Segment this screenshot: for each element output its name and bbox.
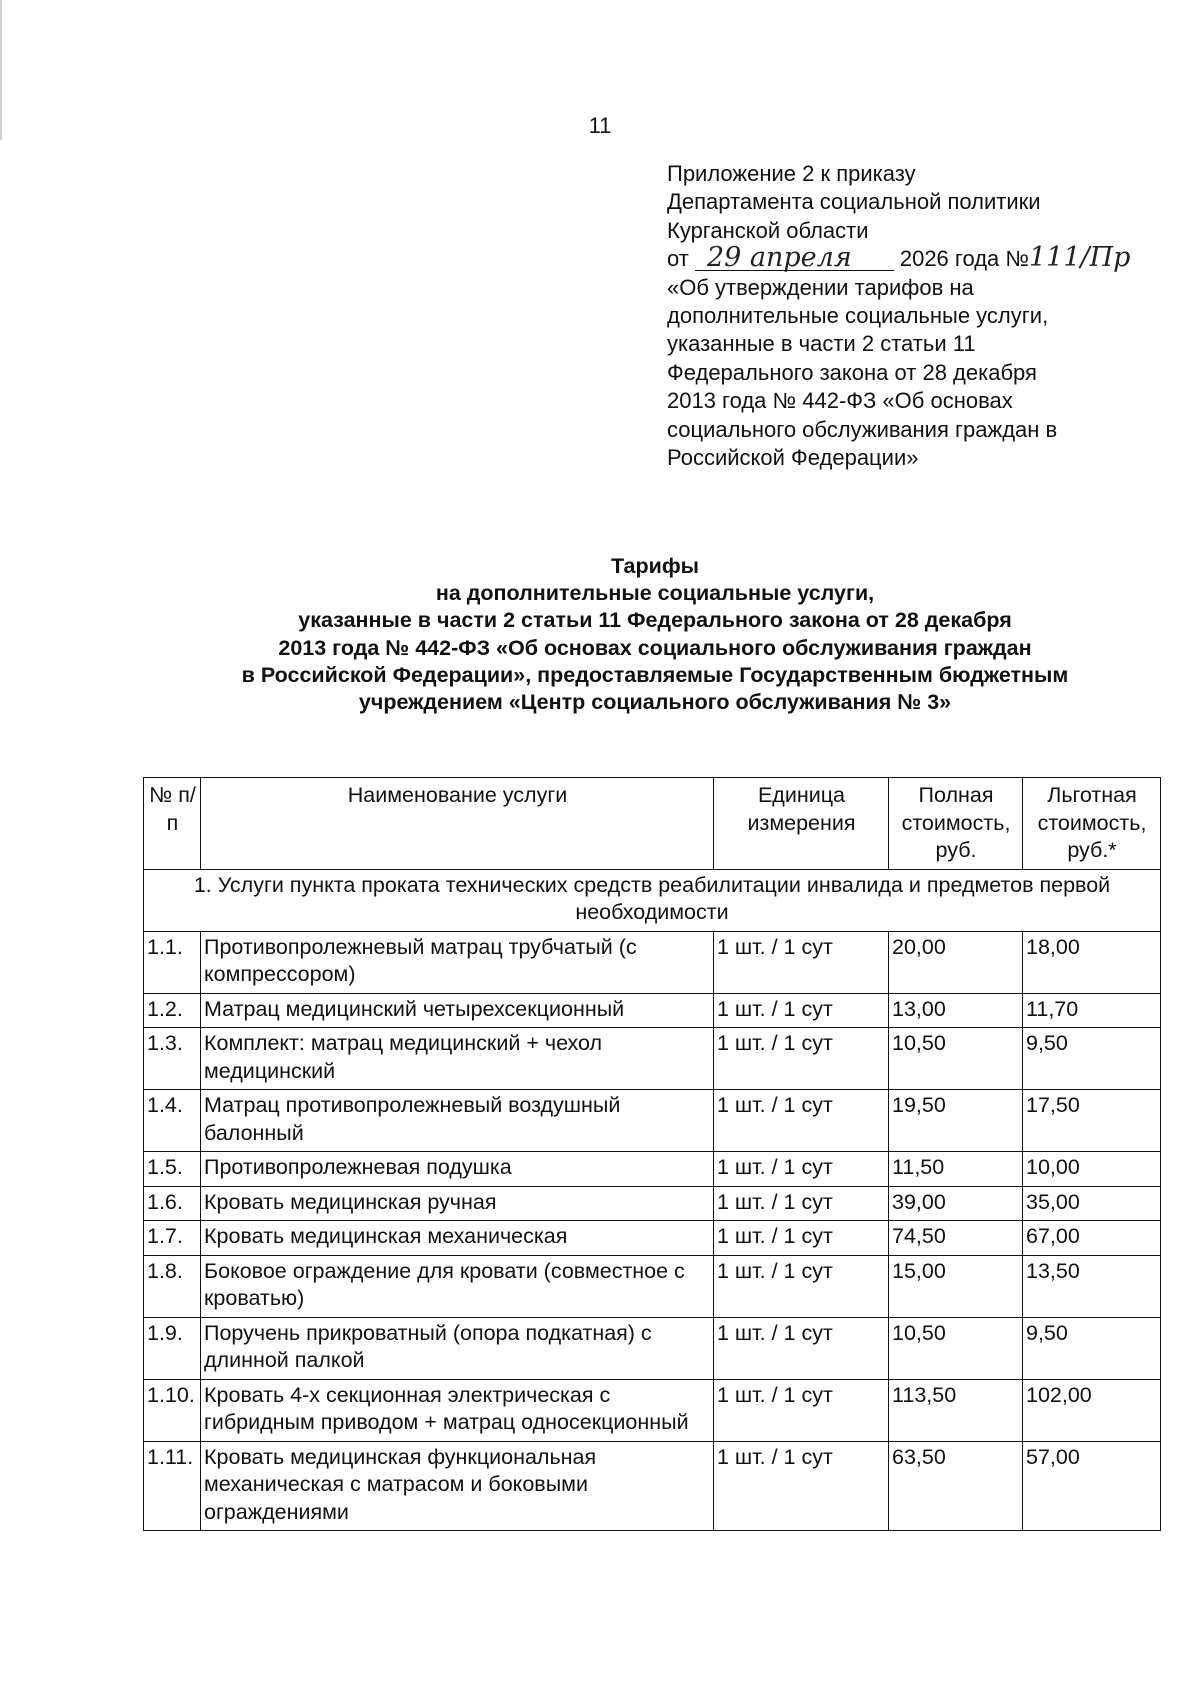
row-discount-cost: 67,00 bbox=[1023, 1221, 1161, 1256]
handwritten-date: 29 апреля bbox=[695, 246, 894, 271]
table-header-row bbox=[144, 778, 1161, 870]
row-service-name: Противопролежневая подушка bbox=[201, 1152, 714, 1187]
appendix-line: Федерального закона от 28 декабря bbox=[667, 359, 1037, 385]
row-unit: 1 шт. / 1 сут bbox=[714, 1379, 889, 1441]
row-service-name: Комплект: матрац медицинский + чехол медицинский bbox=[201, 1028, 714, 1090]
row-full-cost: 10,50 bbox=[889, 1317, 1023, 1379]
row-service-name: Кровать медицинская функциональная механическая с матрасом и боковыми ограждениями bbox=[201, 1441, 714, 1531]
header-unit: Единица измерения bbox=[714, 778, 889, 870]
row-unit: 1 шт. / 1 сут bbox=[714, 1152, 889, 1187]
document-title bbox=[140, 553, 1170, 716]
table-row bbox=[144, 1441, 1161, 1531]
row-unit: 1 шт. / 1 сут bbox=[714, 1317, 889, 1379]
row-service-name: Поручень прикроватный (опора подкатная) с длинной палкой bbox=[201, 1317, 714, 1379]
tariffs-table bbox=[143, 777, 1161, 1531]
row-discount-cost: 17,50 bbox=[1023, 1090, 1161, 1152]
header-discount-cost: Льготная стоимость, руб.* bbox=[1023, 778, 1161, 870]
table-row bbox=[144, 1152, 1161, 1187]
row-discount-cost: 35,00 bbox=[1023, 1186, 1161, 1221]
row-unit: 1 шт. / 1 сут bbox=[714, 1028, 889, 1090]
appendix-line: 2013 года № 442-ФЗ «Об основах bbox=[667, 388, 1013, 414]
row-number: 1.2. bbox=[144, 993, 201, 1028]
table-row bbox=[144, 1221, 1161, 1256]
page-number: 11 bbox=[588, 113, 612, 138]
row-full-cost: 10,50 bbox=[889, 1028, 1023, 1090]
row-number: 1.8. bbox=[144, 1255, 201, 1317]
appendix-line: «Об утверждении тарифов на bbox=[667, 274, 974, 300]
row-service-name: Матрац медицинский четырехсекционный bbox=[201, 993, 714, 1028]
row-number: 1.4. bbox=[144, 1090, 201, 1152]
row-number: 1.11. bbox=[144, 1441, 201, 1531]
row-full-cost: 74,50 bbox=[889, 1221, 1023, 1256]
handwritten-order-number: 111/Пр bbox=[1028, 242, 1131, 274]
row-full-cost: 113,50 bbox=[889, 1379, 1023, 1441]
header-number: № п/п bbox=[144, 778, 201, 870]
title-line: указанные в части 2 статьи 11 Федерального закона от 28 декабря bbox=[298, 608, 1012, 633]
row-discount-cost: 10,00 bbox=[1023, 1152, 1161, 1187]
row-full-cost: 19,50 bbox=[889, 1090, 1023, 1152]
row-number: 1.6. bbox=[144, 1186, 201, 1221]
table-row bbox=[144, 993, 1161, 1028]
table-row bbox=[144, 1379, 1161, 1441]
row-unit: 1 шт. / 1 сут bbox=[714, 931, 889, 993]
row-unit: 1 шт. / 1 сут bbox=[714, 1186, 889, 1221]
title-line: в Российской Федерации», предоставляемые Государственным бюджетным bbox=[241, 662, 1069, 687]
row-service-name: Кровать медицинская ручная bbox=[201, 1186, 714, 1221]
title-line: учреждением «Центр социального обслуживания № 3» bbox=[358, 690, 952, 715]
appendix-line: Департамента социальной политики bbox=[667, 189, 1041, 215]
header-service-name: Наименование услуги bbox=[201, 778, 714, 870]
title-line: на дополнительные социальные услуги, bbox=[435, 581, 875, 606]
row-service-name: Кровать 4-х секционная электрическая с гибридным приводом + матрац односекционный bbox=[201, 1379, 714, 1441]
section-title: 1. Услуги пункта проката технических средств реабилитации инвалида и предметов первой необходимости bbox=[144, 869, 1161, 931]
section-row bbox=[144, 869, 1161, 931]
row-full-cost: 15,00 bbox=[889, 1255, 1023, 1317]
row-unit: 1 шт. / 1 сут bbox=[714, 993, 889, 1028]
row-unit: 1 шт. / 1 сут bbox=[714, 1090, 889, 1152]
row-service-name: Боковое ограждение для кровати (совместное с кроватью) bbox=[201, 1255, 714, 1317]
header-full-cost: Полная стоимость, руб. bbox=[889, 778, 1023, 870]
table-row bbox=[144, 1090, 1161, 1152]
appendix-line: Приложение 2 к приказу bbox=[667, 161, 916, 186]
row-full-cost: 13,00 bbox=[889, 993, 1023, 1028]
appendix-line: Российской Федерации» bbox=[667, 445, 919, 471]
row-discount-cost: 102,00 bbox=[1023, 1379, 1161, 1441]
row-full-cost: 63,50 bbox=[889, 1441, 1023, 1531]
date-prefix: от bbox=[667, 246, 689, 272]
table-row bbox=[144, 1186, 1161, 1221]
row-unit: 1 шт. / 1 сут bbox=[714, 1221, 889, 1256]
year-text: 2026 года № bbox=[899, 246, 1029, 272]
row-discount-cost: 9,50 bbox=[1023, 1317, 1161, 1379]
appendix-line: Курганской области bbox=[667, 217, 869, 243]
row-discount-cost: 13,50 bbox=[1023, 1255, 1161, 1317]
row-unit: 1 шт. / 1 сут bbox=[714, 1255, 889, 1317]
table-row bbox=[144, 931, 1161, 993]
row-full-cost: 11,50 bbox=[889, 1152, 1023, 1187]
row-service-name: Противопролежневый матрац трубчатый (с компрессором) bbox=[201, 931, 714, 993]
table-row bbox=[144, 1255, 1161, 1317]
table-row bbox=[144, 1028, 1161, 1090]
row-full-cost: 20,00 bbox=[889, 931, 1023, 993]
row-full-cost: 39,00 bbox=[889, 1186, 1023, 1221]
row-number: 1.5. bbox=[144, 1152, 201, 1187]
row-number: 1.7. bbox=[144, 1221, 201, 1256]
row-unit: 1 шт. / 1 сут bbox=[714, 1441, 889, 1531]
appendix-line: дополнительные социальные услуги, bbox=[667, 303, 1049, 329]
appendix-header bbox=[667, 160, 1187, 472]
row-number: 1.9. bbox=[144, 1317, 201, 1379]
row-service-name: Матрац противопролежневый воздушный балонный bbox=[201, 1090, 714, 1152]
row-discount-cost: 11,70 bbox=[1023, 993, 1161, 1028]
table-row bbox=[144, 1317, 1161, 1379]
title-line: Тарифы bbox=[610, 554, 700, 578]
row-number: 1.1. bbox=[144, 931, 201, 993]
appendix-line: социального обслуживания граждан в bbox=[667, 416, 1058, 442]
appendix-line: указанные в части 2 статьи 11 bbox=[667, 331, 976, 357]
row-number: 1.3. bbox=[144, 1028, 201, 1090]
row-service-name: Кровать медицинская механическая bbox=[201, 1221, 714, 1256]
row-number: 1.10. bbox=[144, 1379, 201, 1441]
row-discount-cost: 9,50 bbox=[1023, 1028, 1161, 1090]
order-date-line bbox=[667, 242, 1187, 274]
title-line: 2013 года № 442-ФЗ «Об основах социального обслуживания граждан bbox=[278, 635, 1032, 660]
row-discount-cost: 18,00 bbox=[1023, 931, 1161, 993]
row-discount-cost: 57,00 bbox=[1023, 1441, 1161, 1531]
